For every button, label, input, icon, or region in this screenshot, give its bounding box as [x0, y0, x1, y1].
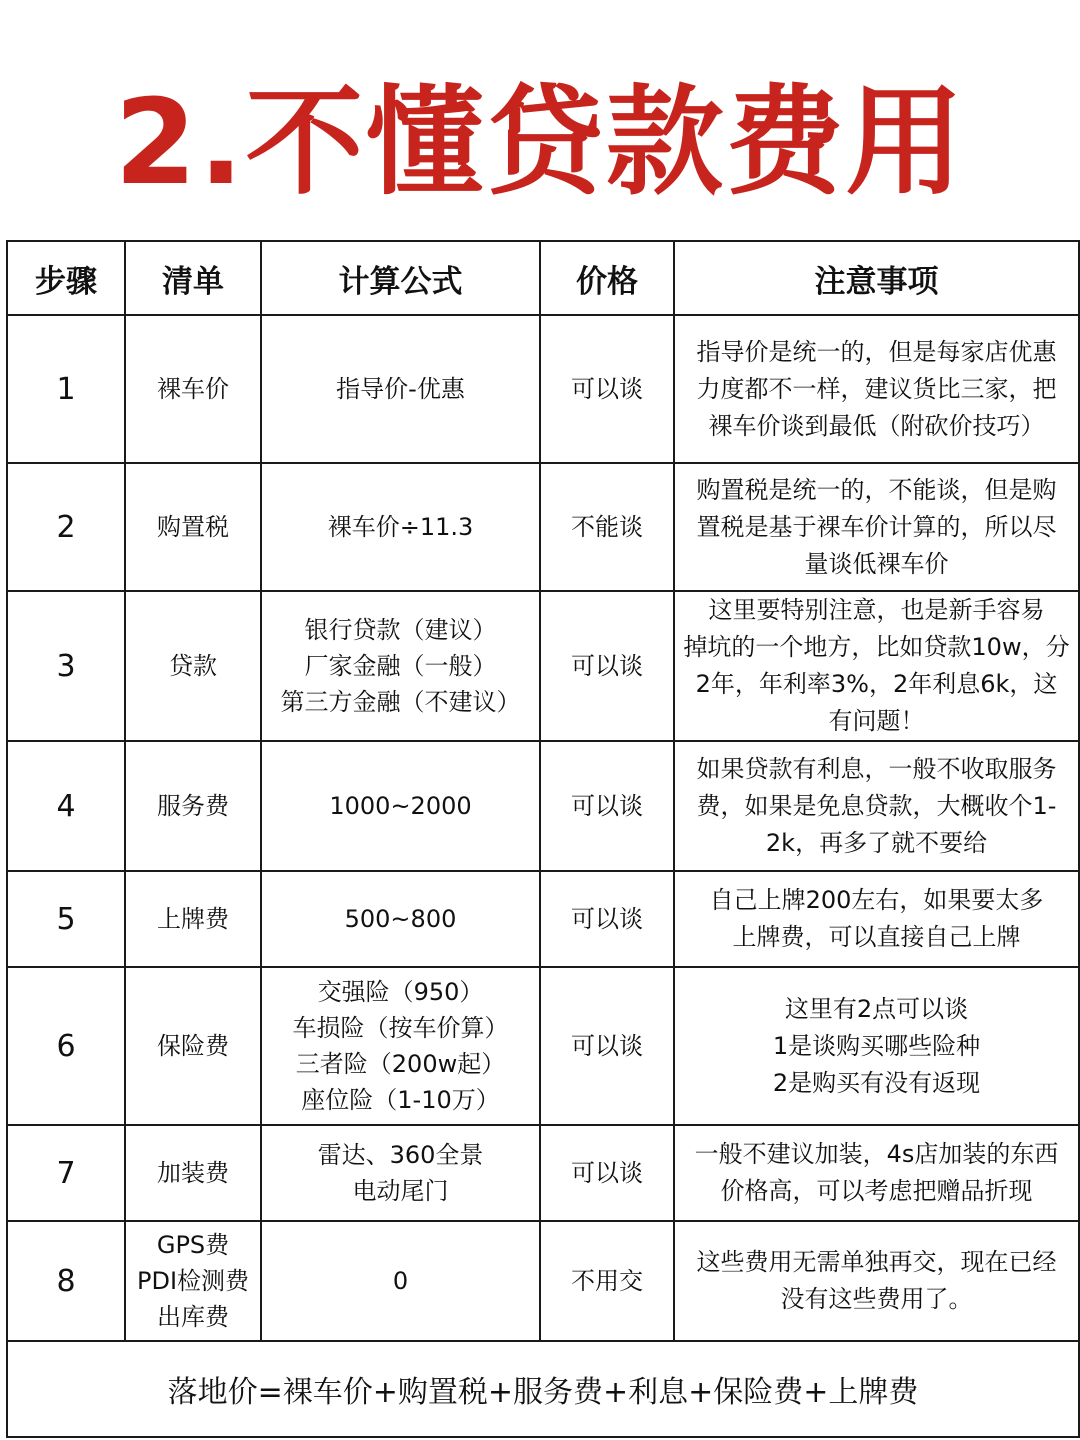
note-cell-line: 上牌费，可以直接自己上牌	[732, 923, 1021, 951]
formula-cell-line: 雷达、360全景	[317, 1141, 484, 1169]
note-cell-line: 购置税是统一的，不能谈，但是购	[696, 475, 1057, 504]
note-cell-line: 费，如果是免息贷款，大概收个1-	[696, 791, 1057, 820]
item-cell-line: GPS费	[156, 1231, 230, 1259]
table-row	[7, 741, 1079, 871]
step-cell: 7	[7, 1125, 125, 1221]
formula-cell	[261, 591, 540, 741]
step-cell: 4	[7, 741, 125, 871]
item-cell	[125, 967, 261, 1125]
formula-cell	[261, 315, 540, 463]
item-cell	[125, 1125, 261, 1221]
formula-cell-line: 银行贷款（建议）	[304, 616, 497, 644]
step-cell: 1	[7, 315, 125, 463]
formula-cell	[261, 1125, 540, 1221]
formula-cell	[261, 871, 540, 967]
formula-cell-line: 1000~2000	[329, 792, 472, 820]
price-cell: 可以谈	[540, 967, 674, 1125]
formula-cell	[261, 741, 540, 871]
note-cell-line: 这些费用无需单独再交，现在已经	[696, 1248, 1057, 1276]
note-cell-line: 掉坑的一个地方，比如贷款10w，分	[683, 633, 1070, 661]
item-cell	[125, 315, 261, 463]
loan-fee-table	[6, 240, 1080, 1438]
note-cell-line: 裸车价谈到最低（附砍价技巧）	[708, 411, 1045, 440]
note-cell-line: 2是购买有没有返现	[772, 1068, 981, 1097]
note-cell	[674, 591, 1079, 741]
header-note: 注意事项	[674, 241, 1079, 315]
item-cell	[125, 463, 261, 591]
note-cell	[674, 315, 1079, 463]
formula-cell-line: 裸车价÷11.3	[327, 513, 474, 541]
formula-cell-line: 厂家金融（一般）	[304, 652, 497, 680]
step-cell: 5	[7, 871, 125, 967]
step-cell: 6	[7, 967, 125, 1125]
table-row	[7, 463, 1079, 591]
item-cell-line: 购置税	[157, 513, 229, 541]
item-cell	[125, 871, 261, 967]
note-cell-line: 力度都不一样，建议货比三家，把	[696, 374, 1057, 403]
table-row	[7, 1125, 1079, 1221]
table-row	[7, 967, 1079, 1125]
item-cell-line: 保险费	[157, 1032, 229, 1060]
note-cell-line: 2k，再多了就不要给	[765, 828, 988, 857]
header-price: 价格	[540, 241, 674, 315]
formula-cell-line: 第三方金融（不建议）	[280, 688, 521, 716]
note-cell-line: 量谈低裸车价	[804, 549, 949, 578]
price-cell: 可以谈	[540, 1125, 674, 1221]
price-cell: 可以谈	[540, 591, 674, 741]
formula-cell-line: 交强险（950）	[317, 978, 484, 1006]
note-cell-line: 这里要特别注意，也是新手容易	[708, 596, 1045, 624]
step-cell: 8	[7, 1221, 125, 1341]
note-cell	[674, 967, 1079, 1125]
item-cell-line: 裸车价	[157, 375, 229, 403]
note-cell-line: 1是谈购买哪些险种	[772, 1031, 981, 1060]
table-header-row	[7, 241, 1079, 315]
item-cell-line: PDI检测费	[136, 1267, 250, 1295]
formula-cell	[261, 967, 540, 1125]
item-cell-line: 出库费	[157, 1303, 229, 1331]
item-cell	[125, 1221, 261, 1341]
note-cell-line: 指导价是统一的，但是每家店优惠	[696, 337, 1057, 366]
note-cell	[674, 741, 1079, 871]
item-cell-line: 贷款	[169, 652, 217, 680]
table-row	[7, 1221, 1079, 1341]
step-cell: 3	[7, 591, 125, 741]
note-cell-line: 一般不建议加装，4s店加装的东西	[694, 1140, 1059, 1168]
table-row	[7, 315, 1079, 463]
item-cell-line: 加装费	[157, 1159, 229, 1187]
formula-cell-line: 500~800	[344, 905, 457, 933]
note-cell	[674, 1125, 1079, 1221]
price-cell: 可以谈	[540, 871, 674, 967]
table-row	[7, 591, 1079, 741]
price-cell: 不能谈	[540, 463, 674, 591]
page-title: 2.不懂贷款费用	[114, 73, 966, 211]
note-cell-line: 自己上牌200左右，如果要太多	[709, 886, 1044, 914]
note-cell-line: 有问题！	[828, 707, 925, 735]
formula-cell-line: 指导价-优惠	[336, 375, 465, 403]
table-row	[7, 871, 1079, 967]
price-cell: 可以谈	[540, 741, 674, 871]
formula-cell-line: 车损险（按车价算）	[292, 1014, 509, 1042]
header-item: 清单	[125, 241, 261, 315]
footer-row	[7, 1341, 1079, 1437]
note-cell-line: 价格高，可以考虑把赠品折现	[720, 1177, 1033, 1205]
formula-cell-line: 电动尾门	[352, 1177, 449, 1205]
note-cell	[674, 463, 1079, 591]
step-cell: 2	[7, 463, 125, 591]
formula-cell	[261, 463, 540, 591]
note-cell-line: 2年，年利率3%，2年利息6k，这	[695, 670, 1058, 698]
note-cell-line: 没有这些费用了。	[780, 1285, 973, 1313]
header-formula: 计算公式	[261, 241, 540, 315]
formula-cell-line: 座位险（1-10万）	[301, 1086, 500, 1114]
note-cell-line: 这里有2点可以谈	[784, 994, 969, 1023]
formula-cell-line: 三者险（200w起）	[295, 1050, 506, 1078]
item-cell-line: 服务费	[157, 792, 229, 820]
landing-price-formula: 落地价=裸车价+购置税+服务费+利息+保险费+上牌费	[7, 1341, 1079, 1437]
note-cell	[674, 871, 1079, 967]
note-cell	[674, 1221, 1079, 1341]
header-step: 步骤	[7, 241, 125, 315]
price-cell: 不用交	[540, 1221, 674, 1341]
item-cell	[125, 741, 261, 871]
note-cell-line: 如果贷款有利息，一般不收取服务	[696, 754, 1057, 783]
item-cell-line: 上牌费	[157, 905, 229, 933]
price-cell: 可以谈	[540, 315, 674, 463]
formula-cell	[261, 1221, 540, 1341]
item-cell	[125, 591, 261, 741]
formula-cell-line: 0	[392, 1267, 409, 1295]
note-cell-line: 置税是基于裸车价计算的，所以尽	[696, 512, 1057, 541]
